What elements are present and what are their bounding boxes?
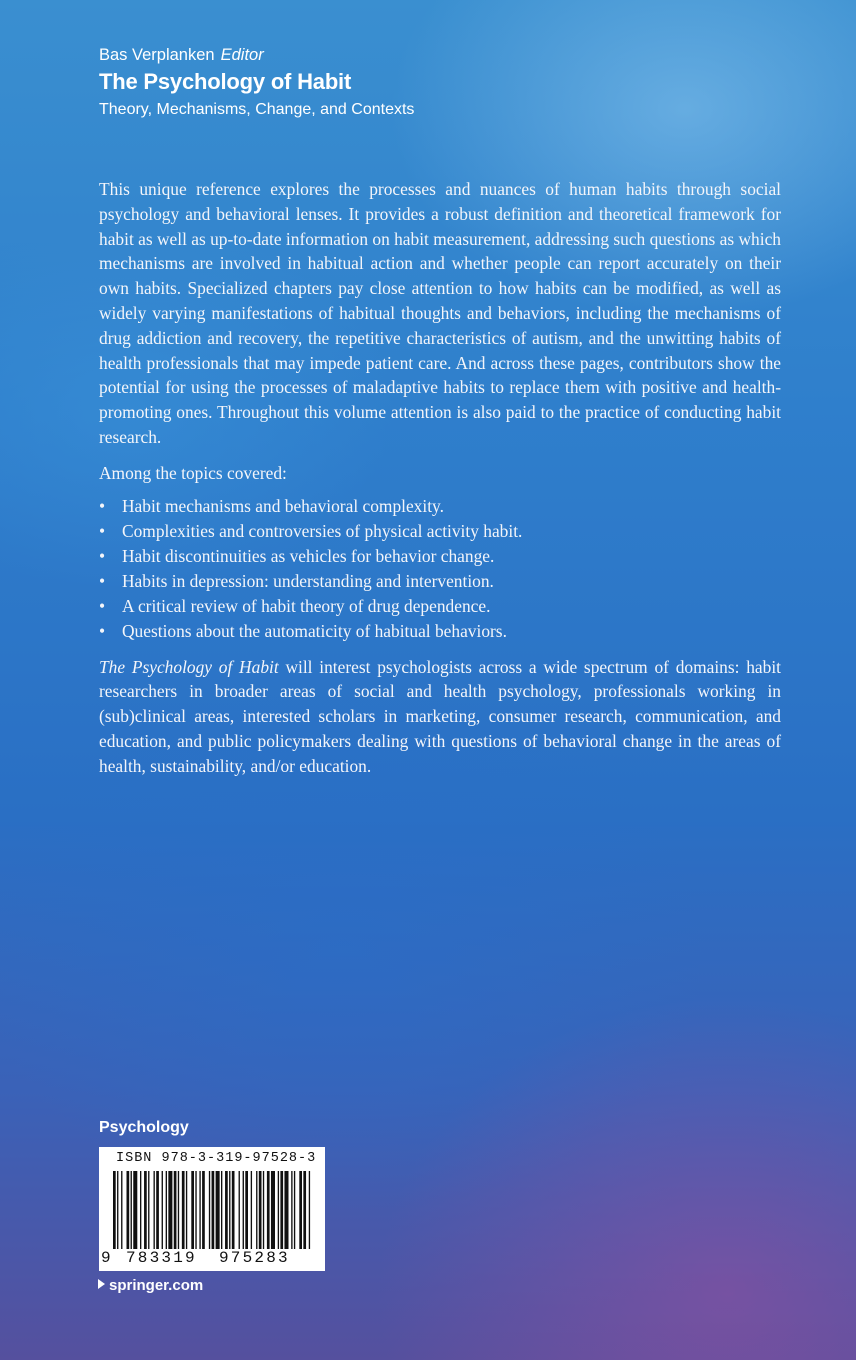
- barcode-bar: [239, 1171, 240, 1249]
- barcode-bar: [162, 1171, 163, 1249]
- barcode-bar: [216, 1171, 220, 1249]
- barcode-bar: [284, 1171, 288, 1249]
- barcode-bar: [251, 1171, 252, 1249]
- barcode-bar: [144, 1171, 147, 1249]
- barcode-bar: [256, 1171, 257, 1249]
- barcode-bar: [186, 1171, 187, 1249]
- barcode-bar: [259, 1171, 262, 1249]
- barcode-bar: [291, 1171, 292, 1249]
- barcode-bar: [212, 1171, 215, 1249]
- barcode-bar: [174, 1171, 177, 1249]
- editor-name: Bas Verplanken: [99, 46, 215, 64]
- arrow-right-icon: [98, 1279, 105, 1289]
- barcode-bar: [303, 1171, 306, 1249]
- bullet-icon: •: [99, 545, 106, 566]
- publisher-link[interactable]: [98, 1277, 203, 1294]
- barcode-bar: [263, 1171, 264, 1249]
- barcode-bar: [309, 1171, 310, 1249]
- barcode-bar: [195, 1171, 196, 1249]
- bullet-icon: •: [99, 595, 106, 616]
- editor-role: Editor: [220, 46, 264, 64]
- barcode-bar: [154, 1171, 155, 1249]
- barcode-bar: [131, 1171, 132, 1249]
- list-item: • Habit mechanisms and behavioral complexity.: [99, 494, 781, 519]
- barcode-first-digit: 9: [101, 1249, 111, 1267]
- list-item: • Complexities and controversies of physical activity habit.: [99, 519, 781, 544]
- isbn-label: ISBN 978-3-319-97528-3: [116, 1151, 317, 1166]
- barcode-bar: [221, 1171, 222, 1249]
- barcode-bar: [232, 1171, 235, 1249]
- barcode-bar: [280, 1171, 283, 1249]
- barcode-bar: [225, 1171, 228, 1249]
- barcode-bar: [271, 1171, 275, 1249]
- barcode-digit-group-1: 783319: [126, 1249, 197, 1267]
- list-item: • Habits in depression: understanding and intervention.: [99, 569, 781, 594]
- bullet-icon: •: [99, 570, 106, 591]
- barcode-bar: [113, 1171, 116, 1249]
- barcode-bar: [182, 1171, 185, 1249]
- barcode-bar: [202, 1171, 205, 1249]
- barcode-digits: [99, 1249, 325, 1271]
- barcode-bar: [299, 1171, 302, 1249]
- barcode-bar: [117, 1171, 118, 1249]
- barcode-bar: [267, 1171, 270, 1249]
- closing-paragraph: [99, 655, 781, 779]
- closing-book-title: The Psychology of Habit: [99, 656, 279, 677]
- barcode-bar: [133, 1171, 137, 1249]
- barcode-bar: [178, 1171, 179, 1249]
- publisher-url: springer.com: [109, 1277, 204, 1294]
- barcode-bar: [278, 1171, 279, 1249]
- cover-header: [99, 46, 414, 119]
- closing-text: will interest psychologists across a wide spectrum of domains: habit researchers in broader areas of social and health psychology, professionals working in (sub)clinical areas, interested scholars in marketing, consumer research, communication, and education, and public policymakers dealing with questions of behavioral change in the areas of health, sustainability, and/or education.: [99, 656, 781, 776]
- barcode-bar: [127, 1171, 130, 1249]
- barcode-bar: [156, 1171, 159, 1249]
- list-item: • Habit discontinuities as vehicles for behavior change.: [99, 544, 781, 569]
- isbn-barcode: [99, 1147, 325, 1271]
- barcode-bar: [168, 1171, 172, 1249]
- barcode-bar: [294, 1171, 295, 1249]
- description-paragraph: This unique reference explores the processes and nuances of human habits through social psychology and behavioral lenses. It provides a robust definition and theoretical framework for habit as well as up-to-date information on habit measurement, addressing such questions as which mechanisms are involved in habitual action and whether people can report accurately on their own habits. Specialized chapters pay close attention to how habits can be modified, as well as widely varying manifestations of habitual thoughts and behaviors, including the mechanisms of drug addiction and recovery, the repetitive characteristics of autism, and the unwitting habits of health professionals that may impede patient care. And across these pages, contributors show the potential for using the processes of maladaptive habits to replace them with positive and health-promoting ones. Throughout this volume attention is also paid to the practice of conducting habit research.: [99, 179, 781, 447]
- subject-category: Psychology: [99, 1119, 189, 1136]
- bullet-icon: •: [99, 495, 106, 516]
- topics-list: [99, 494, 781, 644]
- list-item: • A critical review of habit theory of drug dependence.: [99, 594, 781, 619]
- barcode-bar: [245, 1171, 248, 1249]
- barcode-digit-group-2: 975283: [219, 1249, 290, 1267]
- description: [99, 177, 781, 779]
- barcode-bar: [140, 1171, 141, 1249]
- book-subtitle: Theory, Mechanisms, Change, and Contexts: [99, 101, 415, 118]
- bullet-icon: •: [99, 520, 106, 541]
- topics-intro: Among the topics covered:: [99, 462, 287, 483]
- barcode-bar: [121, 1171, 122, 1249]
- barcode-bar: [229, 1171, 230, 1249]
- barcode-bar: [148, 1171, 149, 1249]
- barcode-bar: [166, 1171, 167, 1249]
- list-item: • Questions about the automaticity of habitual behaviors.: [99, 619, 781, 644]
- barcode-bar: [243, 1171, 244, 1249]
- barcode-bar: [199, 1171, 200, 1249]
- bullet-icon: •: [99, 620, 106, 641]
- book-title: The Psychology of Habit: [99, 69, 352, 94]
- barcode-bars: [99, 1171, 325, 1255]
- barcode-bar: [209, 1171, 210, 1249]
- barcode-bar: [191, 1171, 194, 1249]
- editor-line: [99, 46, 414, 65]
